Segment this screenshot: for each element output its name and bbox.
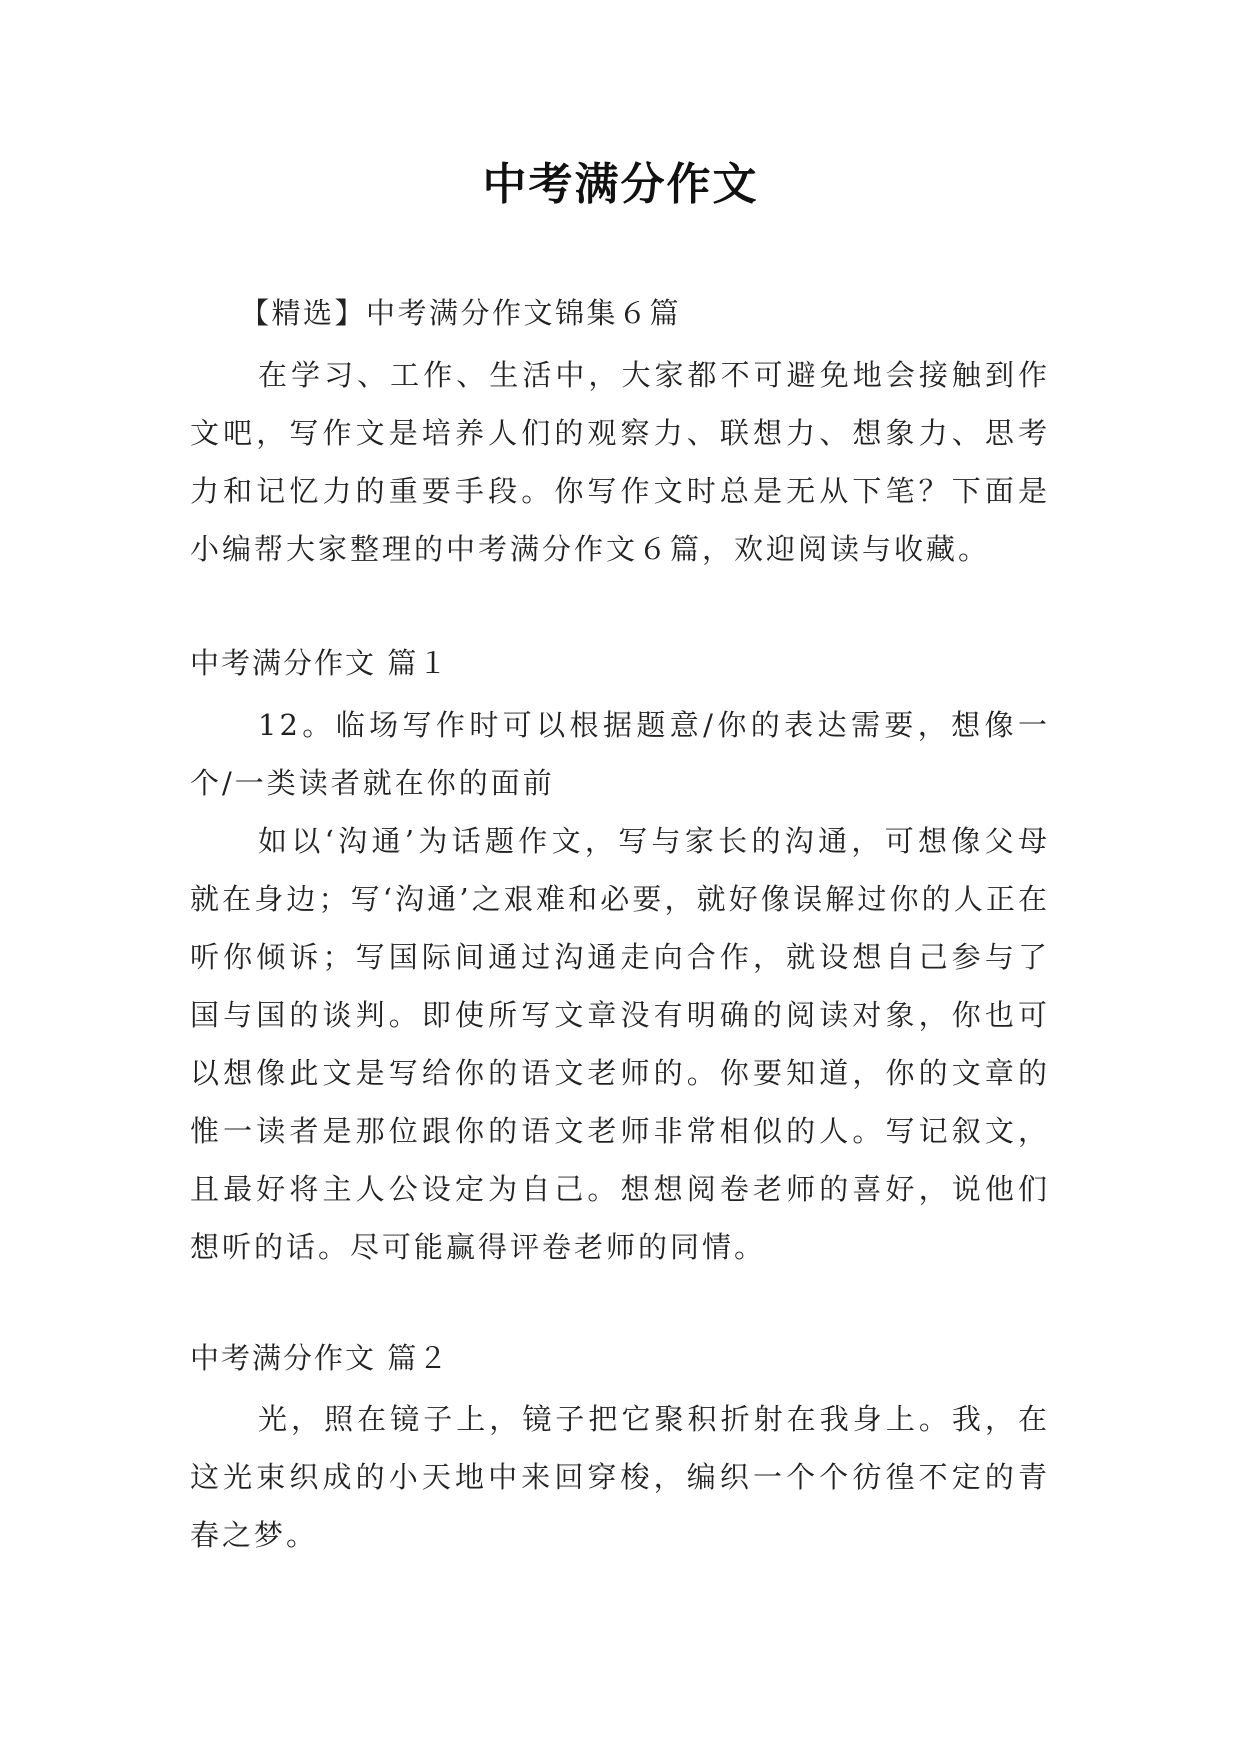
section-1-paragraph-1: 12。临场写作时可以根据题意/你的表达需要，想像一个/一类读者就在你的面前 xyxy=(190,708,1050,800)
document-title: 中考满分作文 xyxy=(482,159,759,210)
intro-paragraph: 在学习、工作、生活中，大家都不可避免地会接触到作文吧，写作文是培养人们的观察力、联想力、想象力、思考力和记忆力的重要手段。你写作文时总是无从下笔？下面是小编帮大家整理的中考满分作文６篇，欢迎阅读与收藏。 xyxy=(190,358,1050,566)
intro-heading: 【精选】中考满分作文锦集６篇 xyxy=(240,296,682,330)
section-heading-1: 中考满分作文 篇１ xyxy=(190,646,450,680)
section-1-paragraph-2: 如以‘沟通’为话题作文，写与家长的沟通，可想像父母就在身边；写‘沟通’之艰难和必要，就好像误解过你的人正在听你倾诉；写国际间通过沟通走向合作，就设想自己参与了国与国的谈判。即使所写文章没有明确的阅读对象，你也可以想像此文是写给你的语文老师的。你要知道，你的文章的惟一读者是那位跟你的语文老师非常相似的人。写记叙文，且最好将主人公设定为自己。想想阅卷老师的喜好，说他们想听的话。尽可能赢得评卷老师的同情。 xyxy=(190,824,1050,1264)
section-heading-2: 中考满分作文 篇２ xyxy=(190,1341,450,1375)
section-2-paragraph-1: 光，照在镜子上，镜子把它聚积折射在我身上。我，在这光束织成的小天地中来回穿梭，编织一个个彷徨不定的青春之梦。 xyxy=(190,1402,1050,1552)
